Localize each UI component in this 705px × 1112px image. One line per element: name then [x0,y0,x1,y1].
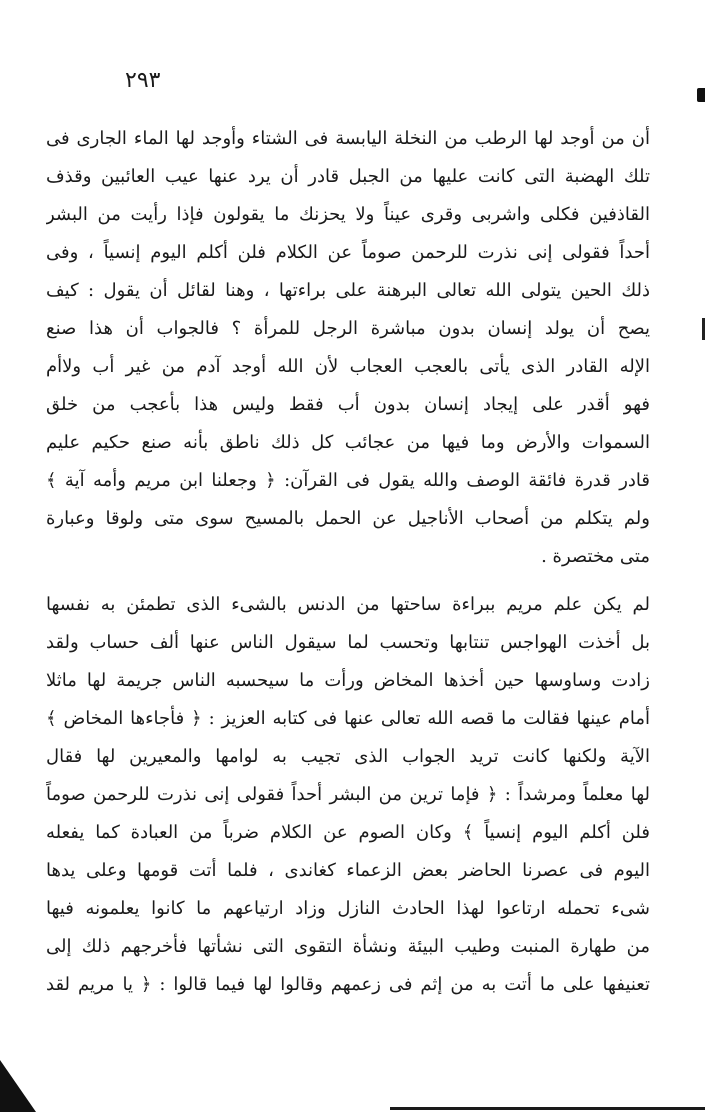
text-line: الإله القادر الذى يأتى بالعجب العجاب لأن الله أوجد آدم من غير أب ولاأم [46,356,650,377]
text-line: زادت وساوسها حين أخذها المخاض ورأت ما سيحسبه الناس جريمة لها ماثلا [46,670,650,691]
text-line: الآية ولكنها كانت تريد الجواب الذى تجيب به لوامها والمعيرين لها فقال [46,746,650,767]
page-edge-mark [697,88,705,102]
text-line: ذلك الحين يتولى الله تعالى البرهنة على براءتها ، وهنا لقائل أن يقول : كيف [46,280,650,301]
text-line: أن من أوجد لها الرطب من النخلة اليابسة فى الشتاء وأوجد لها الماء الجارى فى [46,128,650,149]
text-line: القاذفين فكلى واشربى وقرى عيناً ولا يحزنك ما يقولون فإذا رأيت من البشر [46,204,650,225]
page-corner-shadow [0,1060,36,1112]
page-bottom-edge [390,1107,705,1110]
text-line: اليوم فى عصرنا الحاضر بعض الزعماء كغاندى ، فلما أتت قومها وعلى يدها [46,860,650,881]
text-line: شىء تحمله ارتاعوا لهذا الحادث النازل وزاد ارتياعهم ما كانوا يعلمونه فيها [46,898,650,919]
text-line: لم يكن علم مريم ببراءة ساحتها من الدنس بالشىء الذى تطمئن به نفسها [46,594,650,615]
page-number: ٢٩٣ [125,68,161,93]
text-line: لها معلماً ومرشداً : ﴿ فإما ترين من البشر أحداً فقولى إنى نذرت للرحمن صوماً [46,784,650,805]
text-line: من طهارة المنبت وطيب البيئة ونشأة التقوى التى نشأتها فأخرجهم ذلك إلى [46,936,650,957]
paragraph-2 [46,586,650,1004]
text-line: قادر قدرة فائقة الوصف والله يقول فى القرآن: ﴿ وجعلنا ابن مريم وأمه آية ﴾ [46,470,650,491]
paragraph-1 [46,120,650,576]
text-line: فلن أكلم اليوم إنسياً ﴾ وكان الصوم عن الكلام ضرباً من العبادة كما يفعله [46,822,650,843]
text-line: السموات والأرض وما فيها من عجائب كل ذلك ناطق بأنه صنع حكيم عليم [46,432,650,453]
text-line: تعنيفها على ما أتت به من إثم فى زعمهم وقالوا لها فيما قالوا : ﴿ يا مريم لقد [46,974,650,995]
text-line: ولم يتكلم من أصحاب الأناجيل عن الحمل بالمسيح سوى متى ولوقا وعبارة [46,508,650,529]
text-line: بل أخذت الهواجس تنتابها وتحسب لما سيقول الناس عنها ألف حساب ولقد [46,632,650,653]
text-line: فهو أقدر على إيجاد إنسان بدون أب فقط وليس هذا بأعجب من خلق [46,394,650,415]
text-line: أمام عينها فقالت ما قصه الله تعالى عنها فى كتابه العزيز : ﴿ فأجاءها المخاض ﴾ [46,708,650,729]
text-line: تلك الهضبة التى كانت عليها من الجبل قادر أن يرد عنها عيب العائبين وقذف [46,166,650,187]
text-line: متى مختصرة . [541,546,650,567]
text-line: يصح أن يولد إنسان بدون مباشرة الرجل للمرأة ؟ فالجواب أن هذا صنع [46,318,650,339]
text-line: أحداً فقولى إنى نذرت للرحمن صوماً عن الكلام فلن أكلم اليوم إنسياً ، وفى [46,242,650,263]
